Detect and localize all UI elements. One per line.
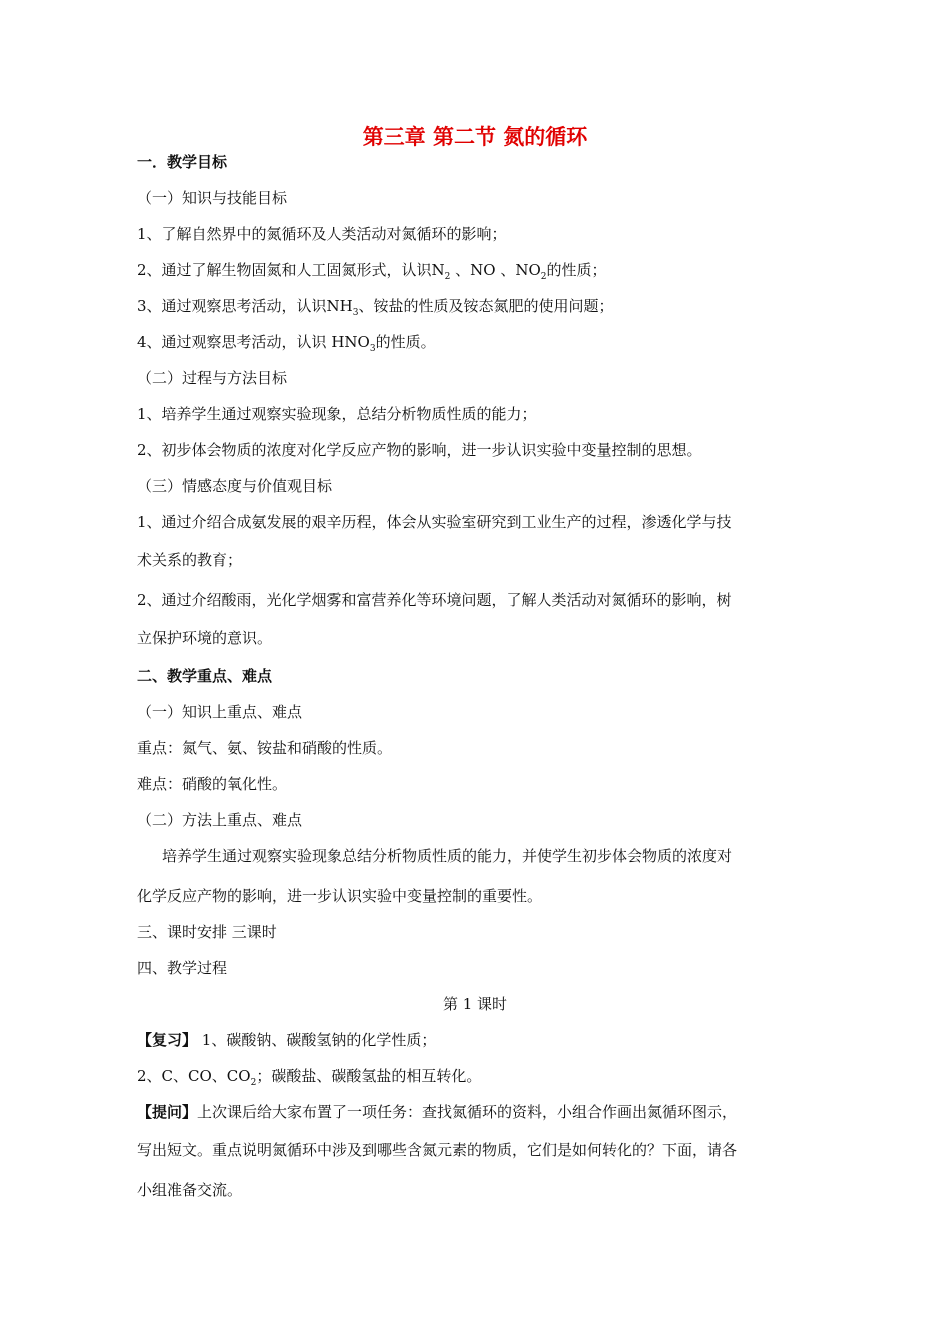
emotion-goal-2-line-2: 立保护环境的意识。	[137, 629, 273, 647]
difficult-point: 难点：硝酸的氧化性。	[137, 775, 288, 793]
method-key-heading: （二）方法上重点、难点	[137, 811, 303, 829]
process-goal-2: 2、初步体会物质的浓度对化学反应产物的影响，进一步认识实验中变量控制的思想。	[137, 441, 702, 459]
process-goals-heading: （二）过程与方法目标	[137, 369, 288, 387]
section-1-heading: 一．教学目标	[137, 153, 228, 171]
knowledge-goal-1: 1、了解自然界中的氮循环及人类活动对氮循环的影响；	[137, 225, 507, 243]
page-title: 第三章 第二节 氮的循环	[362, 125, 588, 149]
section-2-heading: 二、教学重点、难点	[137, 667, 273, 685]
process-goal-1: 1、培养学生通过观察实验现象，总结分析物质性质的能力；	[137, 405, 537, 423]
question-line-3: 小组准备交流。	[137, 1181, 243, 1199]
emotion-goal-1-line-2: 术关系的教育；	[137, 551, 243, 569]
knowledge-key-heading: （一）知识上重点、难点	[137, 703, 303, 721]
lesson-label: 第 1 课时	[442, 995, 508, 1013]
key-point: 重点：氮气、氨、铵盐和硝酸的性质。	[137, 739, 393, 757]
knowledge-goal-3: 3、通过观察思考活动，认识$NH_3$、铵盐的性质及铵态氮肥的使用问题；	[137, 297, 614, 318]
section-4-heading: 四、教学过程	[137, 959, 228, 977]
section-3-heading: 三、课时安排 三课时	[137, 923, 277, 941]
knowledge-goal-4: 4、通过观察思考活动，认识 $HNO_3$的性质。	[137, 333, 436, 354]
emotion-goal-1-line-1: 1、通过介绍合成氨发展的艰辛历程，体会从实验室研究到工业生产的过程，渗透化学与技	[137, 513, 732, 531]
knowledge-goal-2: 2、通过了解生物固氮和人工固氮形式，认识$N_2$ 、NO 、$NO_2$的性质；	[137, 261, 607, 282]
emotion-goals-heading: （三）情感态度与价值观目标	[137, 477, 333, 495]
knowledge-goals-heading: （一）知识与技能目标	[137, 189, 288, 207]
review-line-2: 2、C、CO、$CO_2$；碳酸盐、碳酸氢盐的相互转化。	[137, 1067, 482, 1088]
question-line-2: 写出短文。重点说明氮循环中涉及到哪些含氮元素的物质，它们是如何转化的？下面，请各	[137, 1141, 738, 1159]
method-key-line-1: 培养学生通过观察实验现象总结分析物质性质的能力，并使学生初步体会物质的浓度对	[162, 847, 733, 865]
question-line-1: 【提问】上次课后给大家布置了一项任务：查找氮循环的资料，小组合作画出氮循环图示，	[137, 1103, 738, 1121]
method-key-line-2: 化学反应产物的影响，进一步认识实验中变量控制的重要性。	[137, 887, 543, 905]
review-line-1: 【复习】 1、碳酸钠、碳酸氢钠的化学性质；	[137, 1031, 437, 1049]
emotion-goal-2-line-1: 2、通过介绍酸雨，光化学烟雾和富营养化等环境问题，了解人类活动对氮循环的影响，树	[137, 591, 732, 609]
